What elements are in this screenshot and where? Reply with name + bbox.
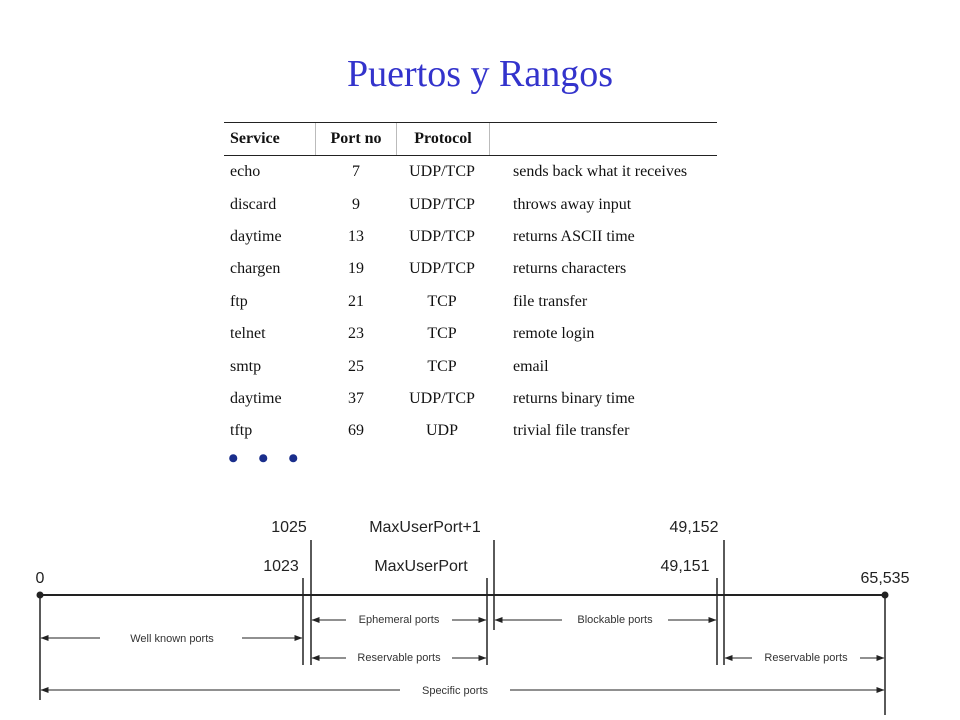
cell-port: 37: [348, 389, 364, 407]
cell-protocol: TCP: [427, 292, 457, 310]
cell-protocol: UDP/TCP: [409, 227, 475, 245]
label-reservable-ports-low: Reservable ports: [357, 652, 441, 664]
table-header-row: [224, 123, 717, 155]
cell-description: sends back what it receives: [513, 163, 688, 181]
label-well-known-ports: Well known ports: [130, 633, 214, 645]
cell-service: ftp: [230, 292, 248, 310]
ports-table: [224, 122, 717, 448]
header-protocol: Protocol: [397, 123, 490, 155]
cell-description: returns characters: [513, 260, 627, 278]
table-row: [224, 350, 717, 382]
cell-description: returns binary time: [513, 389, 635, 407]
cell-service: daytime: [230, 389, 282, 407]
cell-port: 13: [348, 227, 364, 245]
cell-port: 19: [348, 260, 364, 278]
cell-protocol: UDP/TCP: [409, 195, 475, 213]
table-row: [224, 383, 717, 415]
header-service: Service: [224, 123, 316, 155]
label-65535: 65,535: [860, 570, 910, 587]
table-row: [224, 318, 717, 350]
label-maxuserport: MaxUserPort: [374, 558, 468, 575]
cell-description: remote login: [513, 325, 595, 343]
label-1025: 1025: [271, 519, 307, 536]
label-blockable-ports: Blockable ports: [577, 614, 653, 626]
table-ellipsis: • • •: [228, 442, 305, 475]
table-row: [224, 253, 717, 285]
cell-service: tftp: [230, 422, 253, 440]
label-specific-ports: Specific ports: [421, 685, 489, 697]
cell-protocol: UDP: [425, 422, 458, 440]
cell-description: email: [513, 357, 549, 375]
cell-protocol: TCP: [427, 325, 457, 343]
cell-port: 23: [348, 325, 364, 343]
table-row: [224, 286, 717, 318]
cell-service: discard: [230, 195, 277, 213]
label-49151: 49,151: [660, 558, 710, 575]
table-body: [224, 156, 717, 448]
table-row: [224, 221, 717, 253]
cell-port: 21: [348, 292, 364, 310]
cell-protocol: UDP/TCP: [409, 163, 475, 181]
label-1023: 1023: [263, 558, 299, 575]
cell-port: 69: [348, 422, 364, 440]
page-title: Puertos y Rangos: [347, 53, 613, 95]
label-ephemeral-ports: Ephemeral ports: [358, 614, 440, 626]
label-reservable-ports-high: Reservable ports: [764, 652, 848, 664]
cell-port: 25: [348, 357, 364, 375]
cell-port: 9: [352, 195, 360, 213]
cell-service: daytime: [230, 227, 282, 245]
cell-protocol: UDP/TCP: [409, 389, 475, 407]
table-row: [224, 156, 717, 188]
cell-description: file transfer: [513, 292, 588, 310]
port-range-diagram: [0, 500, 960, 720]
cell-protocol: TCP: [427, 357, 457, 375]
cell-service: smtp: [230, 357, 262, 375]
cell-description: returns ASCII time: [513, 227, 635, 245]
label-49152: 49,152: [669, 519, 719, 536]
cell-service: chargen: [230, 260, 281, 278]
cell-port: 7: [352, 163, 360, 181]
label-maxuserport-plus-1: MaxUserPort+1: [369, 519, 481, 536]
cell-protocol: UDP/TCP: [409, 260, 475, 278]
cell-description: throws away input: [513, 195, 632, 213]
cell-service: telnet: [230, 325, 266, 343]
header-port: Port no: [316, 123, 397, 155]
cell-description: trivial file transfer: [513, 422, 630, 440]
table-row: [224, 188, 717, 220]
cell-service: echo: [230, 163, 261, 181]
label-0: 0: [35, 570, 45, 587]
